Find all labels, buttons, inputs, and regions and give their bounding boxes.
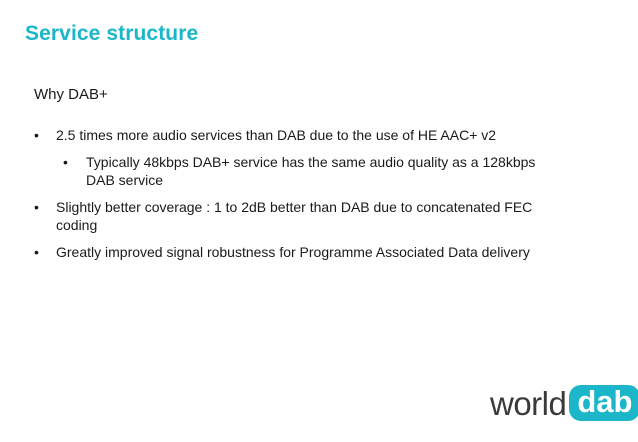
slide-title: Service structure: [25, 22, 199, 45]
bullet-text: Typically 48kbps DAB+ service has the same audio quality as a 128kbps DAB service: [86, 154, 536, 188]
slide-subtitle: Why DAB+: [34, 86, 108, 103]
bullet-list: [34, 126, 554, 270]
bullet-marker: •: [34, 244, 39, 260]
bullet-item: [34, 243, 554, 261]
worlddab-logo: [490, 385, 638, 421]
bullet-marker: •: [63, 154, 68, 170]
bullet-text: Greatly improved signal robustness for Programme Associated Data delivery: [56, 244, 530, 260]
sub-bullet-item: [34, 153, 554, 189]
bullet-item: [34, 198, 554, 234]
logo-word-dab: dab: [569, 385, 638, 421]
bullet-text: Slightly better coverage : 1 to 2dB better than DAB due to concatenated FEC coding: [56, 199, 533, 233]
logo-word-world: world: [490, 384, 567, 422]
bullet-item: [34, 126, 554, 144]
bullet-marker: •: [34, 127, 39, 143]
bullet-text: 2.5 times more audio services than DAB due to the use of HE AAC+ v2: [56, 127, 497, 143]
bullet-marker: •: [34, 199, 39, 215]
